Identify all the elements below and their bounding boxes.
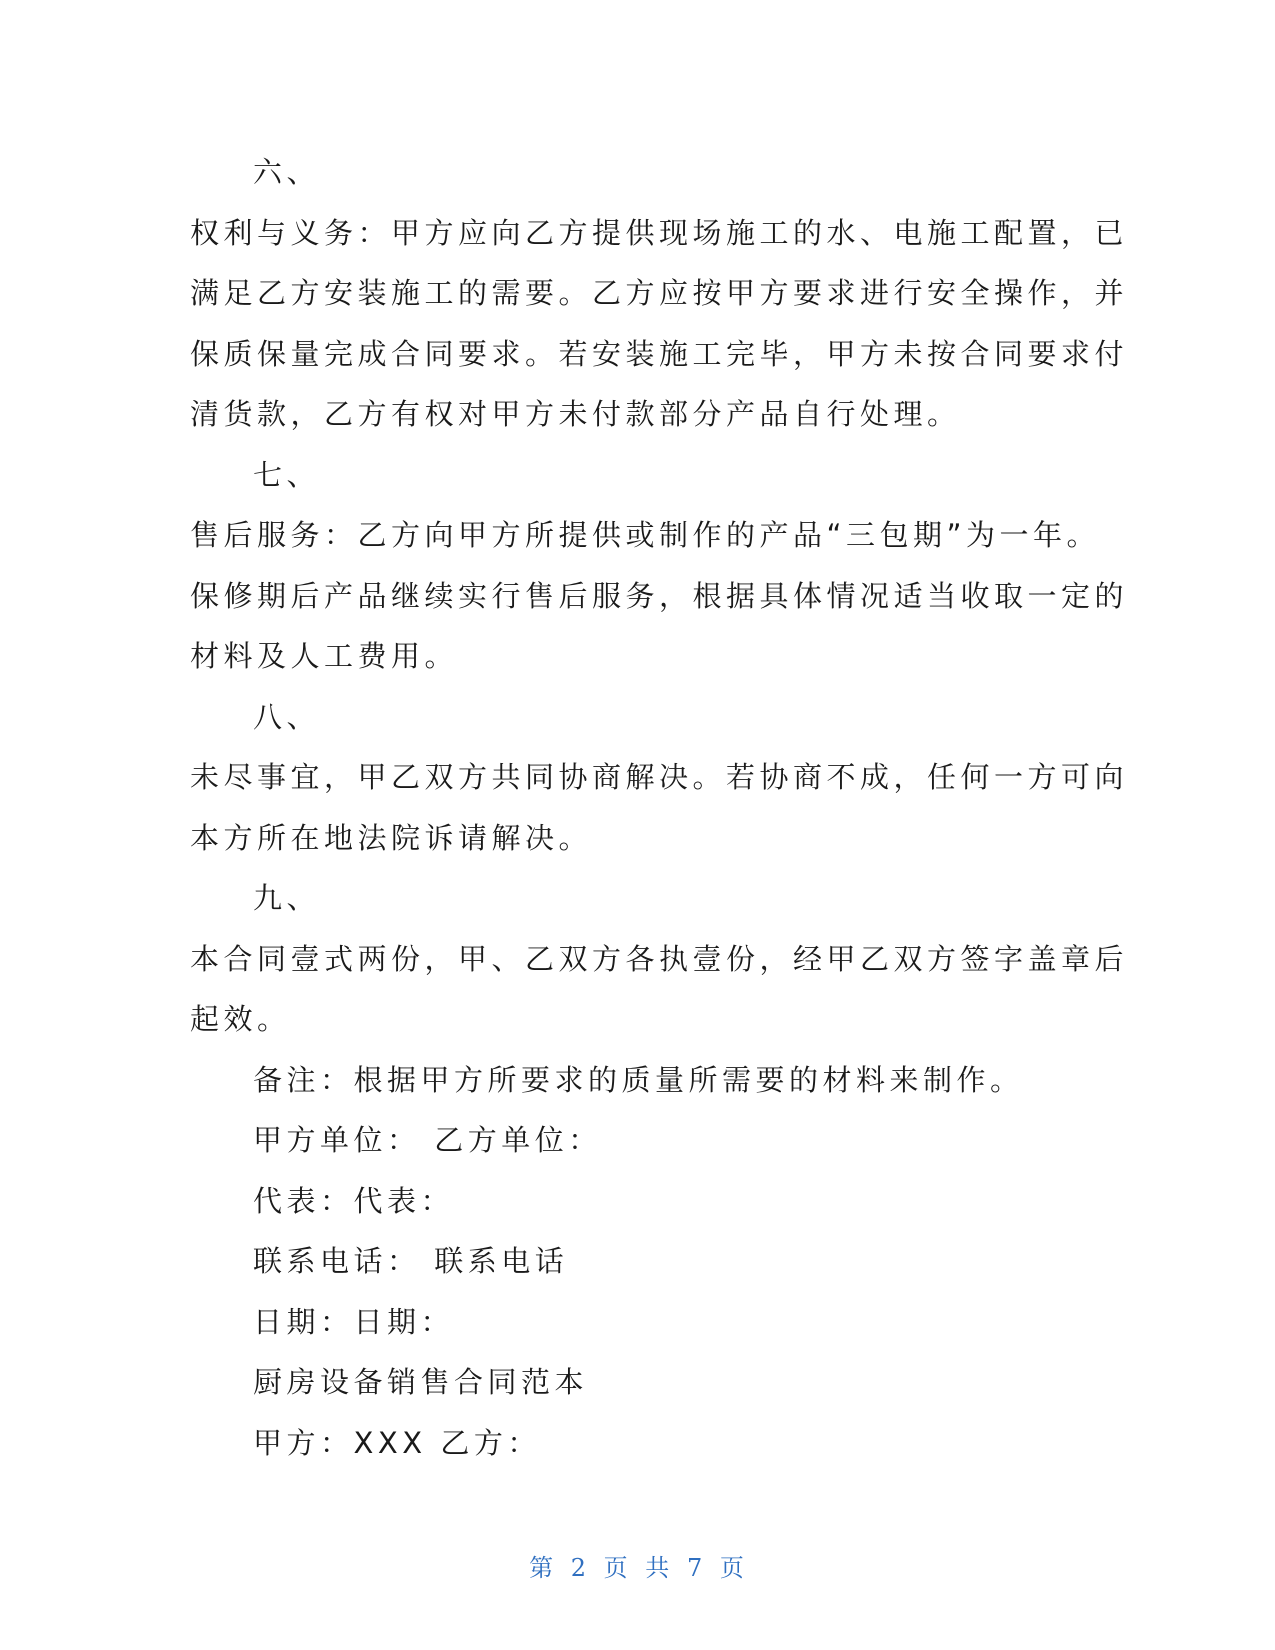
footer-page-number: 2 [570,1554,589,1582]
remark-line: 备注：根据甲方所要求的质量所需要的材料来制作。 [253,1062,1024,1097]
paragraph-line: 权利与义务：甲方应向乙方提供现场施工的水、电施工配置，已 [190,215,1129,250]
footer-suffix: 页 [719,1554,746,1582]
paragraph-line: 未尽事宜，甲乙双方共同协商解决。若协商不成，任何一方可向 [190,760,1129,794]
footer-middle: 页 共 [603,1554,672,1582]
footer-prefix: 第 [529,1554,556,1582]
page-footer [0,1548,1275,1583]
paragraph-line: 材料及人工费用。 [190,639,459,673]
paragraph-line: 保质保量完成合同要求。若安装施工完毕，甲方未按合同要求付 [190,336,1129,371]
section-heading-6: 六、 [253,155,321,189]
section-heading-7: 七、 [253,457,321,492]
paragraph-line: 清货款，乙方有权对甲方未付款部分产品自行处理。 [190,397,961,431]
signature-unit-line: 甲方单位： 乙方单位： [253,1123,602,1157]
paragraph-line: 保修期后产品继续实行售后服务，根据具体情况适当收取一定的 [190,578,1129,613]
signature-phone-line: 联系电话： 联系电话 [253,1244,569,1278]
document-body [190,142,1129,1473]
section-heading-9: 九、 [253,881,321,915]
paragraph-line: 本合同壹式两份，甲、乙双方各执壹份，经甲乙双方签字盖章后 [190,941,1129,976]
paragraph-line: 起效。 [190,1002,291,1036]
section-heading-8: 八、 [253,699,321,734]
paragraph-line: 售后服务：乙方向甲方所提供或制作的产品“三包期”为一年。 [190,518,1101,552]
footer-total-pages: 7 [686,1554,705,1582]
next-contract-parties: 甲方：XXX 乙方： [253,1425,541,1460]
paragraph-line: 满足乙方安装施工的需要。乙方应按甲方要求进行安全操作，并 [190,276,1129,310]
signature-date-line: 日期：日期： [253,1304,455,1339]
signature-representative-line: 代表：代表： [253,1183,455,1218]
next-contract-title: 厨房设备销售合同范本 [253,1365,589,1399]
paragraph-line: 本方所在地法院诉请解决。 [190,820,593,855]
